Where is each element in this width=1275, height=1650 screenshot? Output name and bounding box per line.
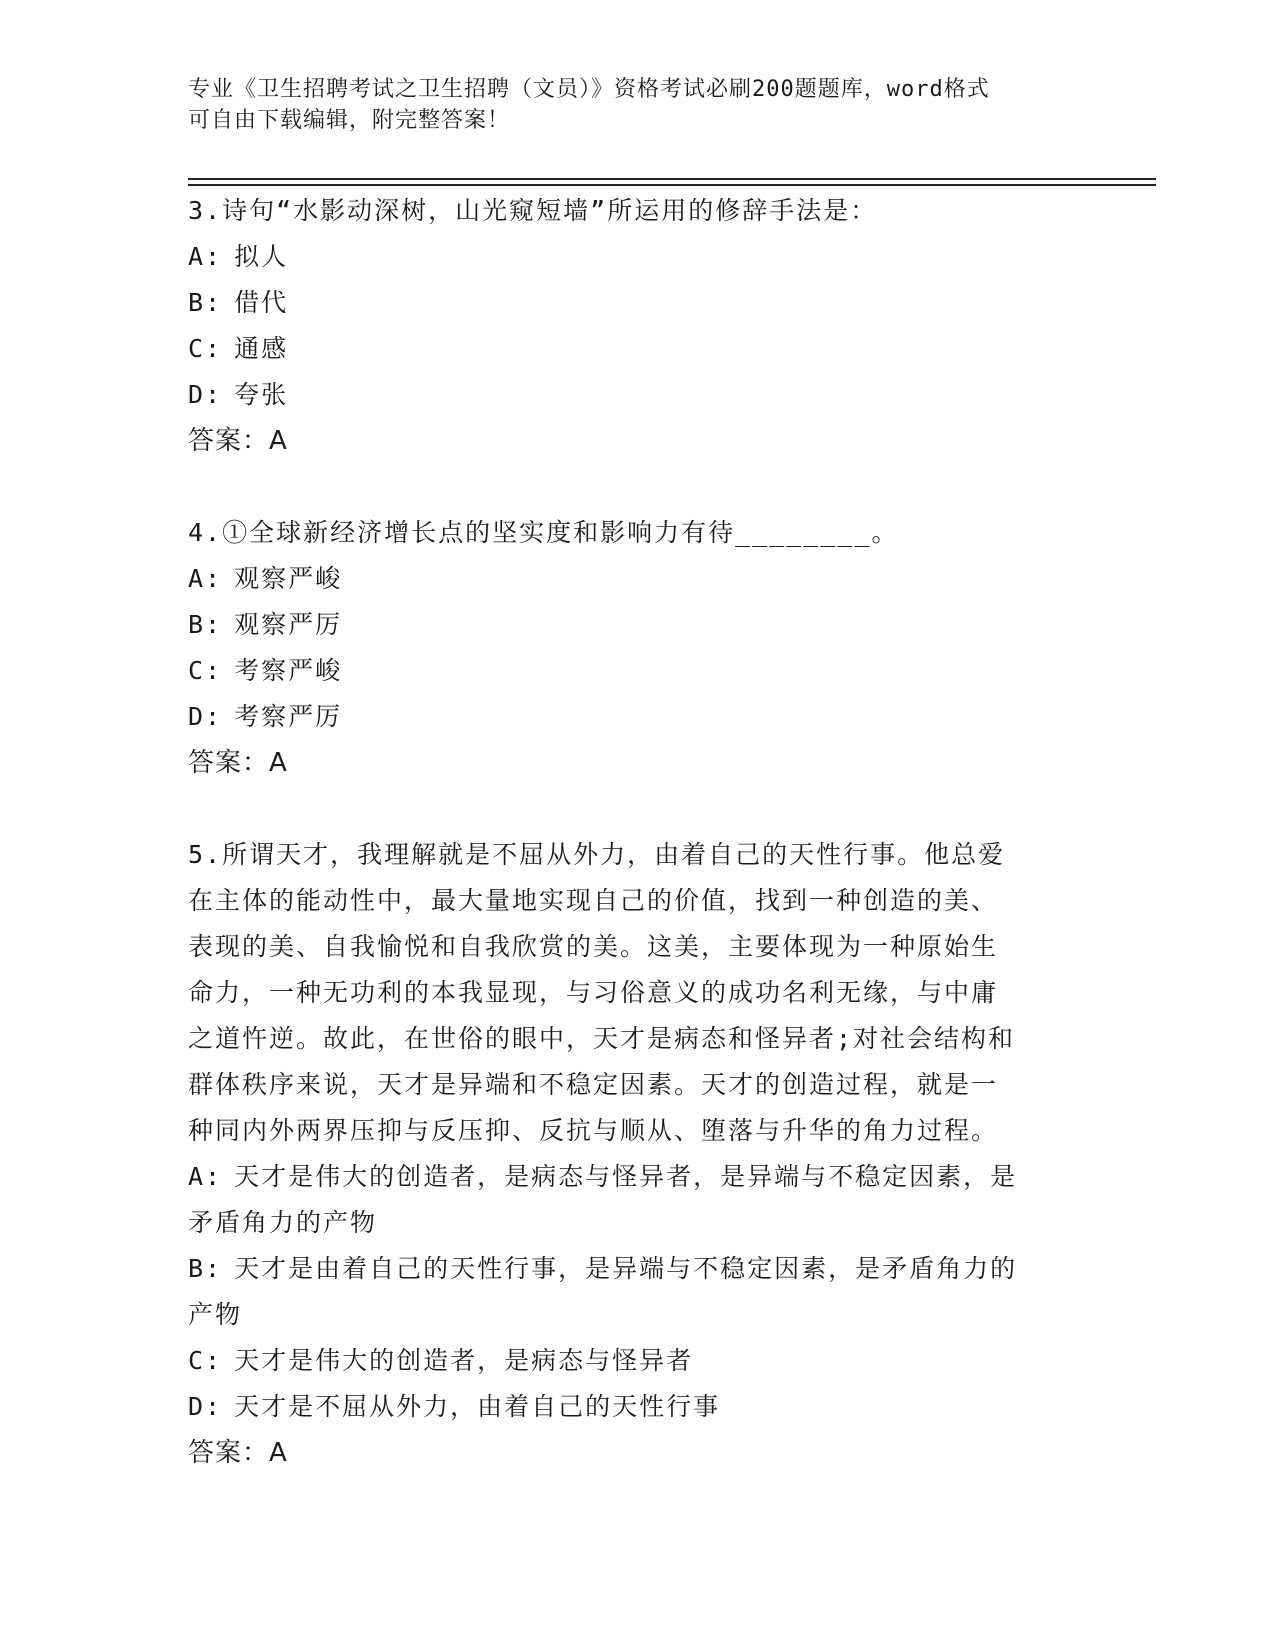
option-b — [188, 280, 1088, 326]
option-c — [188, 1338, 1088, 1384]
question-3 — [188, 188, 1088, 464]
option-letter: D: — [188, 1392, 223, 1421]
option-b-continued: 产物 — [188, 1300, 243, 1329]
option-letter: D: — [188, 702, 223, 731]
question-text-line: 种同内外两界压抑与反压抑、反抗与顺从、堕落与升华的角力过程。 — [188, 1116, 999, 1145]
header-divider-top — [188, 178, 1156, 180]
option-letter: A: — [188, 242, 223, 271]
option-text: 拟人 — [234, 242, 289, 271]
question-text-line: 命力，一种无功利的本我显现，与习俗意义的成功名利无缘，与中庸 — [188, 978, 999, 1007]
option-d — [188, 694, 1088, 740]
question-text-line: 群体秩序来说，天才是异端和不稳定因素。天才的创造过程，就是一 — [188, 1070, 999, 1099]
option-a — [188, 556, 1088, 602]
option-text: 观察严峻 — [234, 564, 343, 593]
option-text: 天才是伟大的创造者，是病态与怪异者，是异端与不稳定因素，是 — [234, 1162, 1018, 1191]
option-letter: C: — [188, 1346, 223, 1375]
question-list — [188, 188, 1088, 1476]
option-c — [188, 326, 1088, 372]
option-letter: A: — [188, 564, 223, 593]
option-letter: B: — [188, 1254, 223, 1283]
option-letter: A: — [188, 1162, 223, 1191]
option-d — [188, 1384, 1088, 1430]
header-line-1: 专业《卫生招聘考试之卫生招聘（文员）》资格考试必刷200题题库，word格式 — [188, 77, 990, 102]
header-divider-bottom — [188, 184, 1156, 186]
question-text-line: 之道忤逆。故此，在世俗的眼中，天才是病态和怪异者;对社会结构和 — [188, 1024, 1016, 1053]
question-text-line: 表现的美、自我愉悦和自我欣赏的美。这美，主要体现为一种原始生 — [188, 932, 999, 961]
header-line-2: 可自由下载编辑，附完整答案！ — [188, 108, 511, 133]
option-d — [188, 372, 1088, 418]
option-a — [188, 234, 1088, 280]
option-a-continued: 矛盾角力的产物 — [188, 1208, 378, 1237]
question-text: 3.诗句“水影动深树，山光窥短墙”所运用的修辞手法是： — [188, 196, 878, 225]
option-text: 天才是伟大的创造者，是病态与怪异者 — [234, 1346, 694, 1375]
question-text-line: 5.所谓天才，我理解就是不屈从外力，由着自己的天性行事。他总爱 — [188, 840, 1006, 869]
option-text: 夸张 — [234, 380, 289, 409]
option-a — [188, 1154, 1088, 1200]
option-letter: C: — [188, 656, 223, 685]
question-text-line: 在主体的能动性中，最大量地实现自己的价值，找到一种创造的美、 — [188, 886, 999, 915]
option-text: 天才是由着自己的天性行事，是异端与不稳定因素，是矛盾角力的 — [234, 1254, 1018, 1283]
option-text: 通感 — [234, 334, 289, 363]
option-text: 借代 — [234, 288, 289, 317]
question-text: 4.①全球新经济增长点的坚实度和影响力有待________。 — [188, 518, 899, 547]
option-text: 考察严厉 — [234, 702, 343, 731]
answer-line: 答案：A — [188, 1438, 288, 1468]
option-b — [188, 602, 1088, 648]
option-c — [188, 648, 1088, 694]
question-5 — [188, 832, 1088, 1476]
option-text: 天才是不屈从外力，由着自己的天性行事 — [234, 1392, 721, 1421]
document-header — [188, 74, 1088, 136]
option-letter: B: — [188, 610, 223, 639]
answer-line: 答案：A — [188, 748, 288, 778]
option-letter: B: — [188, 288, 223, 317]
spacer — [188, 786, 1088, 832]
option-text: 观察严厉 — [234, 610, 343, 639]
question-4 — [188, 510, 1088, 786]
option-letter: D: — [188, 380, 223, 409]
option-b — [188, 1246, 1088, 1292]
spacer — [188, 464, 1088, 510]
option-letter: C: — [188, 334, 223, 363]
option-text: 考察严峻 — [234, 656, 343, 685]
answer-line: 答案：A — [188, 426, 288, 456]
